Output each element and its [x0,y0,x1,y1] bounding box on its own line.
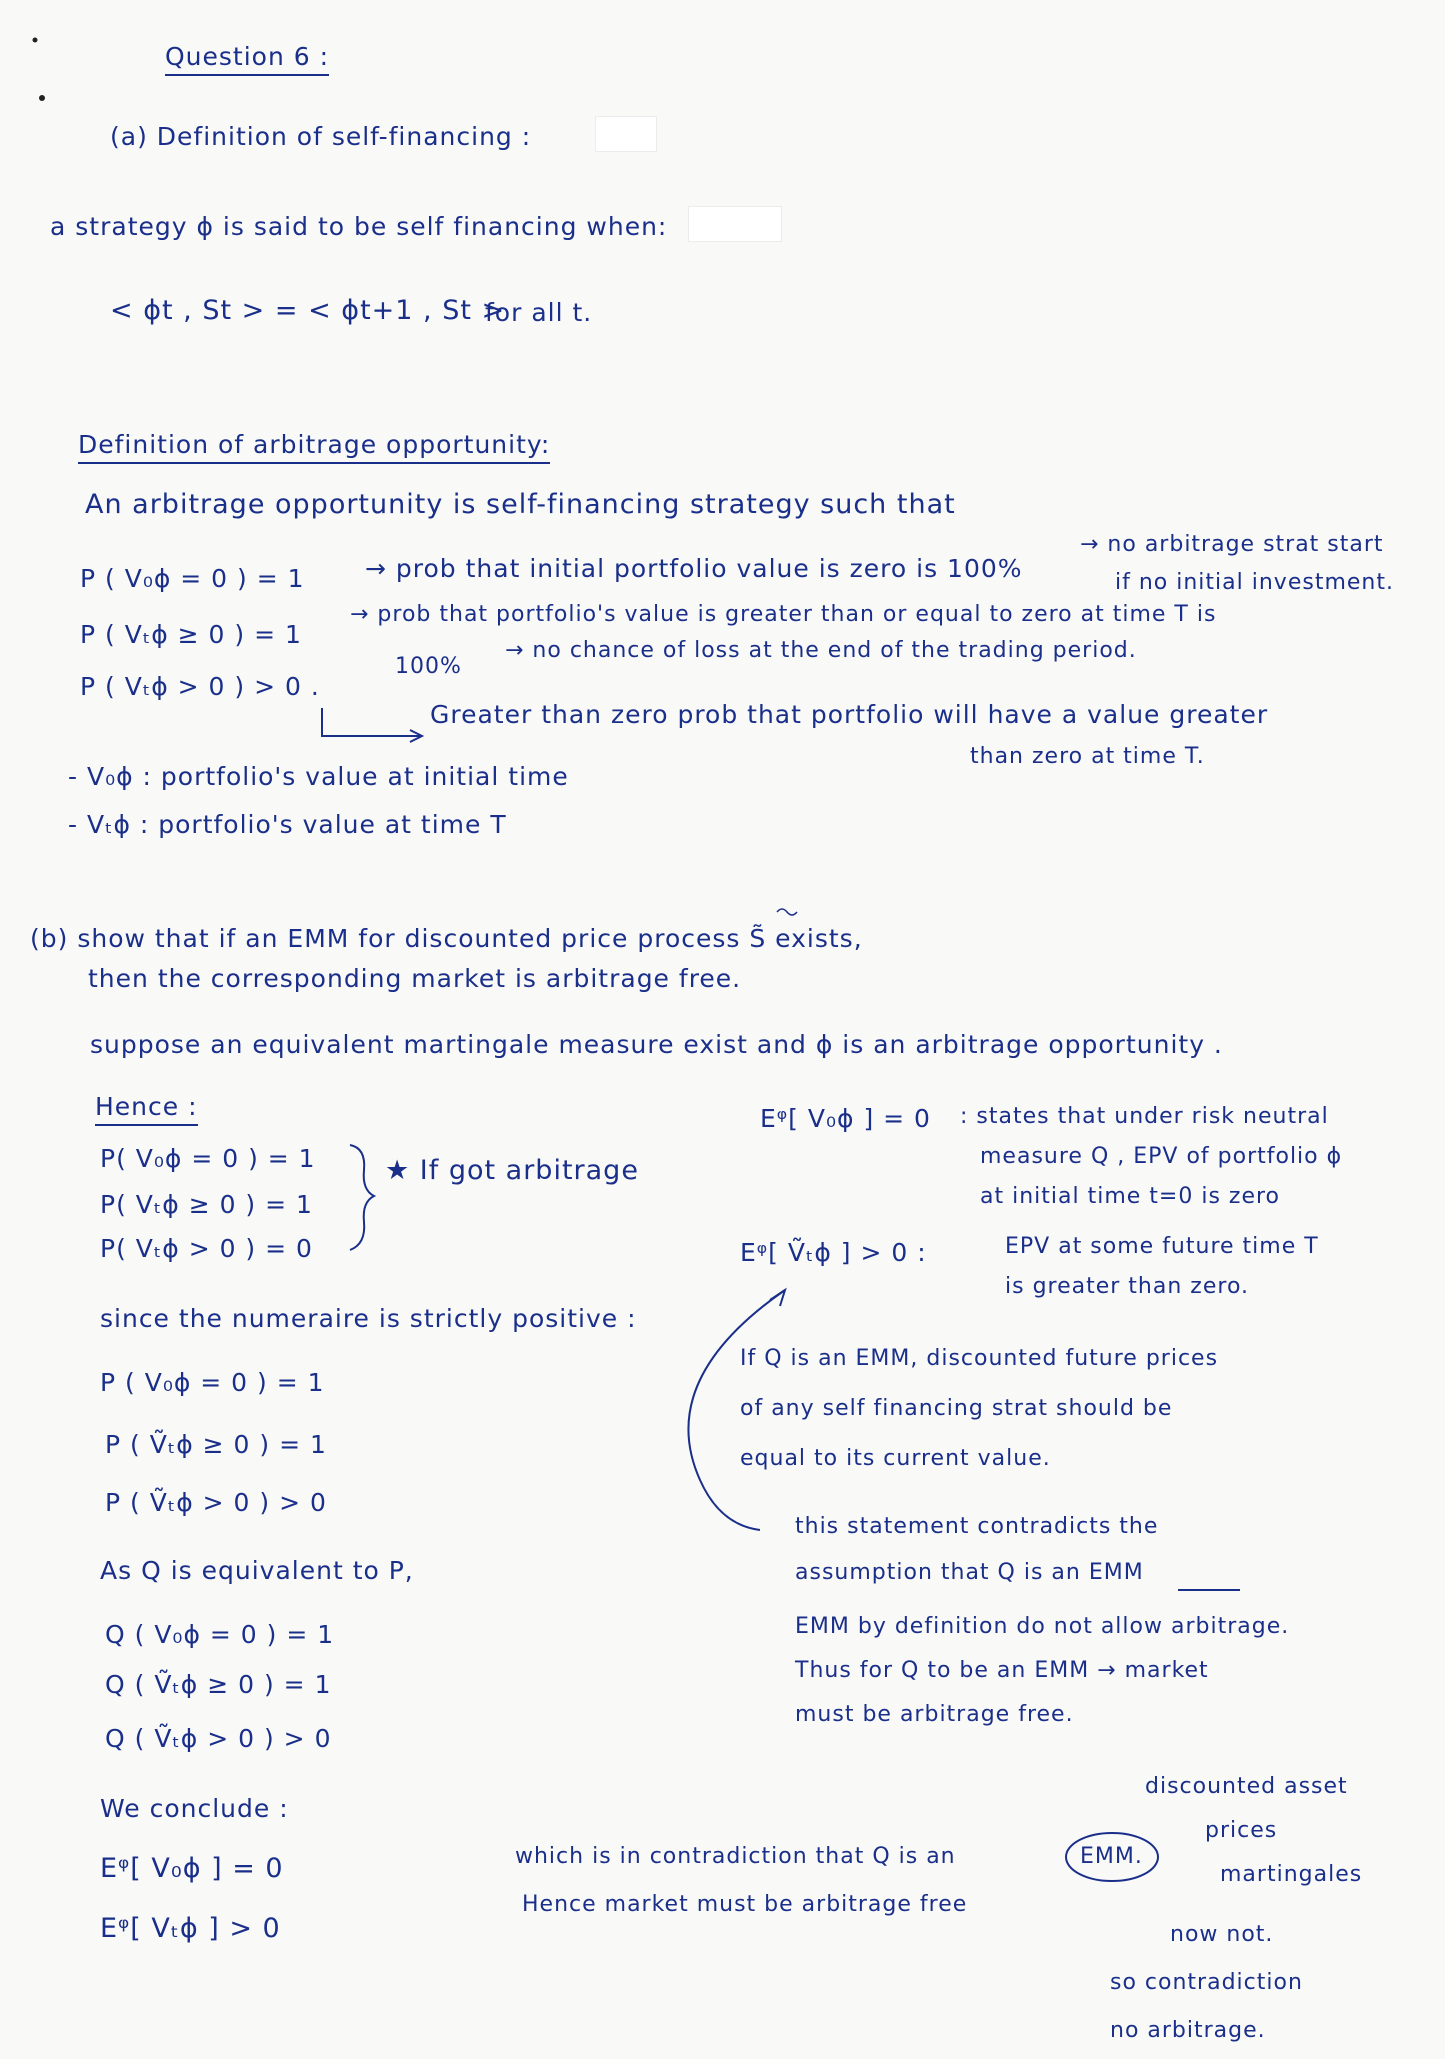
hence-eq-2: P( Vₜϕ ≥ 0 ) = 1 [100,1190,313,1219]
curly-brace [350,1145,374,1250]
contradiction-note-4: Thus for Q to be an EMM → market [795,1658,1209,1683]
q-eq-3: Q ( Ṽₜϕ > 0 ) > 0 [105,1724,332,1753]
right-eq-1-note-1: : states that under risk neutral [960,1104,1329,1129]
side-note-2: if no initial investment. [1115,570,1394,595]
hence-label: Hence : [95,1092,198,1126]
contradiction-note-1: this statement contradicts the [795,1514,1159,1539]
arb-note-6: than zero at time T. [970,744,1205,769]
part-b-question-1: (b) show that if an EMM for discounted price process S̃ exists, [30,924,863,953]
side-note-1: → no arbitrage strat start [1080,532,1384,557]
hence-eq-1: P( V₀ϕ = 0 ) = 1 [100,1144,316,1173]
contradiction-note-5: must be arbitrage free. [795,1702,1074,1727]
arb-condition-3: P ( Vₜϕ > 0 ) > 0 . [80,672,320,701]
conclude-label: We conclude : [100,1794,289,1823]
right-eq-2-note-1: EPV at some future time T [1005,1234,1319,1259]
numeraire-eq-1: P ( V₀ϕ = 0 ) = 1 [100,1368,325,1397]
margin-note-5: so contradiction [1110,1970,1303,1995]
margin-note-3: martingales [1220,1862,1363,1887]
self-financing-formula-tail: for all t. [485,298,593,327]
right-eq-1-note-2: measure Q , EPV of portfolio ϕ [980,1144,1343,1169]
stray-dot-2 [39,95,45,101]
self-financing-formula: < ϕt , St > = < ϕt+1 , St > [110,295,506,326]
conclude-eq-2: Eᵠ[ Vₜϕ ] > 0 [100,1913,281,1944]
arbitrage-intro: An arbitrage opportunity is self-financing strategy such that [85,489,956,520]
arb-condition-2: P ( Vₜϕ ≥ 0 ) = 1 [80,620,302,649]
right-eq-1-note-3: at initial time t=0 is zero [980,1184,1281,1209]
self-financing-intro: a strategy ϕ is said to be self financing when: [50,212,668,241]
hence-eq-3: P( Vₜϕ > 0 ) = 0 [100,1234,313,1263]
arb-note-2: → prob that portfolio's value is greater than or equal to zero at time T is [350,602,1217,627]
margin-note-4: now not. [1170,1922,1274,1947]
arb-condition-1: P ( V₀ϕ = 0 ) = 1 [80,564,305,593]
conclude-eq-1: Eᵠ[ V₀ϕ ] = 0 [100,1853,284,1884]
q-eq-1: Q ( V₀ϕ = 0 ) = 1 [105,1620,335,1649]
margin-note-2: prices [1205,1818,1278,1843]
contradiction-note-2: assumption that Q is an EMM [795,1560,1144,1585]
page-heading: Question 6 : [165,42,329,76]
arb-note-4: → no chance of loss at the end of the trading period. [505,638,1137,663]
final-line-1: which is in contradiction that Q is an [515,1844,956,1869]
suppose-statement: suppose an equivalent martingale measure exist and ϕ is an arbitrage opportunity . [90,1030,1223,1059]
definition-v0: - V₀ϕ : portfolio's value at initial time [68,762,569,791]
right-eq-1: Eᵠ[ V₀ϕ ] = 0 [760,1104,931,1133]
arb-note-1: → prob that initial portfolio value is zero is 100% [365,554,1023,583]
curved-arrow [688,1290,785,1530]
right-eq-2-note-2: is greater than zero. [1005,1274,1250,1299]
numeraire-statement: since the numeraire is strictly positive : [100,1304,637,1333]
numeraire-eq-2: P ( Ṽₜϕ ≥ 0 ) = 1 [105,1430,327,1459]
contradiction-note-3: EMM by definition do not allow arbitrage. [795,1614,1290,1639]
tilde-mark [777,909,797,915]
emm-note-3: equal to its current value. [740,1446,1051,1471]
curved-arrow-head [770,1290,785,1306]
final-line-2: Hence market must be arbitrage free [522,1892,968,1917]
part-a-label: (a) Definition of self-financing : [110,122,532,151]
brace-note: ★ If got arbitrage [385,1155,639,1186]
stray-dot [33,38,38,43]
arb-note-5: Greater than zero prob that portfolio will have a value greater [430,700,1269,729]
margin-note-1: discounted asset [1145,1774,1348,1799]
definition-vt: - Vₜϕ : portfolio's value at time T [68,810,507,839]
right-eq-2: Eᵠ[ Ṽₜϕ ] > 0 : [740,1238,927,1267]
part-b-question-2: then the corresponding market is arbitrage free. [88,964,742,993]
arbitrage-heading: Definition of arbitrage opportunity: [78,430,550,464]
l-arrow [322,708,420,736]
emm-circle [1066,1833,1158,1881]
arb-note-3: 100% [395,654,462,679]
emm-note-1: If Q is an EMM, discounted future prices [740,1346,1219,1371]
emm-note-2: of any self financing strat should be [740,1396,1173,1421]
margin-note-6: no arbitrage. [1110,2018,1266,2043]
q-eq-2: Q ( Ṽₜϕ ≥ 0 ) = 1 [105,1670,332,1699]
equivalent-statement: As Q is equivalent to P, [100,1556,414,1585]
final-circled-emm: EMM. [1080,1844,1143,1869]
numeraire-eq-3: P ( Ṽₜϕ > 0 ) > 0 [105,1488,327,1517]
